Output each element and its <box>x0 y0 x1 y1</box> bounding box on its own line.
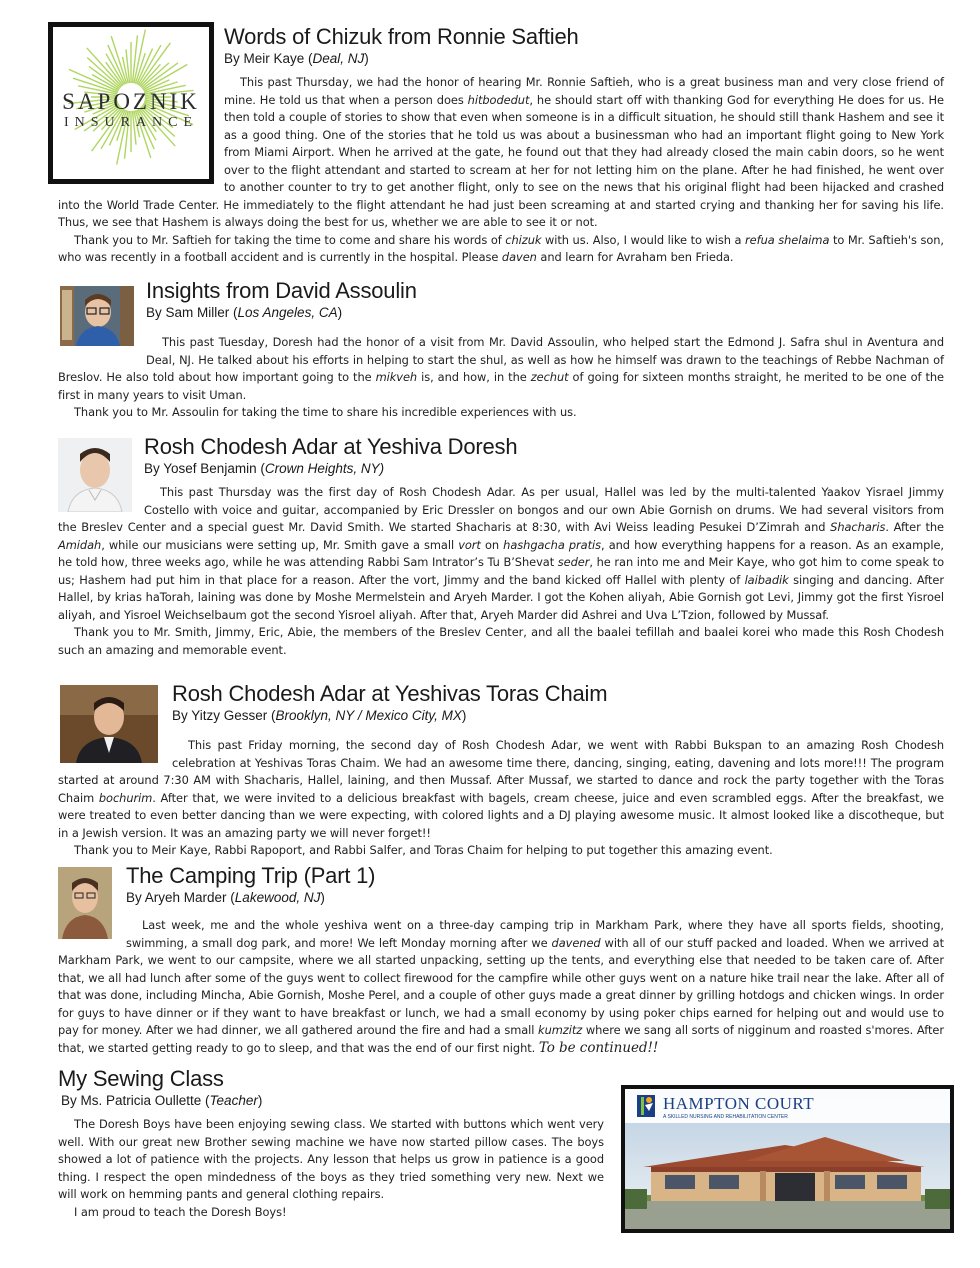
italic-term: laibadik <box>744 572 789 587</box>
hampton-court-graphic <box>625 1089 950 1229</box>
article-byline: By Meir Kaye (Deal, NJ) <box>224 51 369 66</box>
italic-term: vort <box>458 537 481 552</box>
article-title: Words of Chizuk from Ronnie Saftieh <box>224 24 579 49</box>
text-run: is, and how, in the <box>417 370 531 384</box>
article-assoulin <box>58 278 944 422</box>
text-run: of going for sixteen months straight, he merited to be one of the first in many years to visit Uman. <box>58 370 944 402</box>
text-run: , while our musicians were setting up, Mr. Smith gave a small <box>101 537 459 552</box>
yosef-benjamin-photo <box>58 438 132 512</box>
article-closing-paragraph <box>58 232 944 267</box>
text-run: , and how everything happens for a reason. As an example, he told how, three weeks ago, while he was attending Rabbi Sam Intrator’s Tu B’Shevat <box>58 537 944 569</box>
text-run: This past Thursday, we had the honor of hearing Mr. Ronnie Saftieh, who is a great business man and very close friend of mine. He told us that when a person does <box>224 75 944 107</box>
article-title: My Sewing Class <box>58 1066 224 1091</box>
article-byline: By Aryeh Marder (Lakewood, NJ) <box>126 890 325 905</box>
article-sewing-class <box>58 1066 604 1221</box>
article-body <box>58 1116 604 1221</box>
italic-term: kumzitz <box>538 1023 583 1037</box>
sunburst-ray <box>69 69 118 91</box>
italic-term: seder <box>557 555 590 569</box>
text-run: to Mr. Saftieh's son, who was recently in a football accident and is currently in the hospital. Please <box>58 232 945 264</box>
article-closing-paragraph <box>58 404 944 422</box>
article-title: Rosh Chodesh Adar at Yeshivas Toras Chaim <box>172 681 608 706</box>
text-run: Last week, me and the whole yeshiva went on a three-day camping trip in Markham Park, where they have all sports fields, shooting, swimming, a small dog park, and more! We left Monday morning after we <box>126 918 944 950</box>
article-paragraph <box>58 1116 604 1204</box>
italic-term: To be continued!! <box>538 1039 659 1056</box>
italic-term: Shacharis <box>830 520 886 534</box>
article-yeshiva-doresh <box>58 434 944 659</box>
article-body <box>58 737 944 860</box>
text-run: . After the <box>885 520 945 534</box>
article-camping-trip <box>58 863 944 1057</box>
italic-term: bochurim <box>98 790 153 805</box>
text-run: singing and dancing. After Hallel, by krias haTorah, laining was done by Moshe Mermelstein and Aryeh Marder. I got the Kohen aliyah, Abie Gornish got Levi, Jimmy got the first Yisroel aliyah, and Yisroel Weichselbaum got the second Yisroel aliyah. After that, Aryeh Marder did Ashrei and Uva L’Tzion, followed by Mussaf. <box>58 572 944 622</box>
text-run: This past Thursday was the first day of Rosh Chodesh Adar. As per usual, Hallel was led by the multi-talented Yaakov Yisrael Jimmy Costello with voice and guitar, accompanied by Eric Dressler on bongos and our own Abie Gornish on drums. We had several visitors from the Breslev Center and a special guest Mr. David Smith. We started Shacharis at 8:30, with Avi Weiss leading Pesukei D’Zimrah and <box>58 485 944 534</box>
article-paragraph <box>58 484 944 624</box>
text-run: where we sang all sorts of nigginum and roasted s'mores. After that, we started getting ready to go to sleep, and that was the end of our first night. <box>58 1023 944 1055</box>
text-run: with us. Also, I would like to wish a <box>541 232 746 247</box>
italic-term: zechut <box>530 370 569 384</box>
article-body <box>58 484 944 659</box>
text-run: Thank you to Mr. Assoulin for taking the time to share his incredible experiences with us. <box>74 405 577 419</box>
article-byline: By Yosef Benjamin (Crown Heights, NY) <box>144 461 385 476</box>
italic-term: davened <box>551 935 601 950</box>
sunburst-ray <box>141 63 168 88</box>
text-run: . After that, we were invited to a delicious breakfast with bagels, cream cheese, juice and even scrambled eggs. After the breakfast, we were treated to even better dancing than we were expecting, with colored lights and a DJ playing awesome music. It almost looked like a discotheque, but in a Jewish version. It was an amazing party we will never forget!! <box>58 790 945 840</box>
article-title: The Camping Trip (Part 1) <box>126 863 376 888</box>
article-byline: By Yitzy Gesser (Brooklyn, NY / Mexico City, MX) <box>172 708 467 723</box>
italic-term: hashgacha pratis <box>503 537 602 552</box>
article-paragraph <box>58 917 944 1057</box>
yitzy-gesser-photo <box>60 685 158 763</box>
text-run: This past Friday morning, the second day of Rosh Chodesh Adar, we went with Rabbi Bukspan to an amazing Rosh Chodesh celebration at Yeshivas Toras Chaim. We had an awesome time there, dancing, singing, eating, davening and lots more!!! The program started at around 7:30 AM with Shacharis, Hallel, laining, and then Mussaf. After Mussaf, we started to dance and rock the party together with the Toras Chaim <box>58 738 944 805</box>
sapoznik-insurance-logo <box>48 22 214 184</box>
article-chizuk <box>58 24 944 267</box>
italic-term: Amidah <box>58 537 102 552</box>
article-closing-paragraph <box>58 624 944 659</box>
article-body <box>58 334 944 422</box>
hampton-logo-icon <box>637 1095 655 1117</box>
hampton-name: HAMPTON COURT <box>663 1094 815 1113</box>
text-run: with all of our stuff packed and loaded. When we arrived at Markham Park, we went to our campsite, where we all started unpacking, setting up the tents, and everything else that needed to be taken care of. After that, we all had lunch after some of the guys went to collect firewood for the campfire while other guys went on a nature hike trail near the lake. After all of that was done, including Mincha, Abie Gornish, Moshe Perel, and a couple of other guys made a great dinner by grilling hotdogs and chicken wings. In order for guys to have dinner or if they want to have breakfast or lunch, we had a small economy by using poker chips earned for helping out and would use to pay for money. After we had dinner, we all gathered around the fire and had a small <box>58 935 944 1037</box>
article-closing-paragraph <box>58 1204 604 1222</box>
article-toras-chaim <box>58 681 944 860</box>
text-run: Thank you to Mr. Saftieh for taking the time to come and share his words of <box>74 232 506 247</box>
aryeh-marder-photo <box>58 867 112 939</box>
italic-term: daven <box>501 250 537 264</box>
text-run: , he should start off with thanking God for everything He does for us. He then told a couple of stories to show that even when someone is in a difficult situation, he should still thank Hashem and see it as a good thing. One of the stories that he told us was about a businessman who had an important flight going to New York from Miami Airport. When he arrived at the gate, he found out that they had already closed the main cabin doors, so he went over to the flight attendant and started to scream at her for not letting him on the plane. After he had finished, he went over to another counter to try to get another flight, only to see on the news that his original flight had been hijacked and crashed into the World Trade Center. He immediately to the flight attendant he had just been screaming at and started crying and thanking her for saving his life. Thus, we see that Hashem is always doing the best for us, whether we are able to see it or not. <box>58 92 944 229</box>
text-run: , he ran into me and Meir Kaye, who got him to come speak to us; Hashem had put him in that place for a reason. After the vort, Jimmy and the band kicked off Hallel with plenty of <box>58 555 945 587</box>
article-body <box>58 917 944 1057</box>
text-run: Thank you to Meir Kaye, Rabbi Rapoport, and Rabbi Salfer, and Toras Chaim for helping to put together this amazing event. <box>74 843 773 857</box>
article-closing-paragraph <box>58 842 944 860</box>
text-run: The Doresh Boys have been enjoying sewing class. We started with buttons which went very well. With our great new Brother sewing machine we have now started pillow cases. The boys showed a lot of patience with the projects. Any lesson that helps us grow in patience is a good thing. I respect the open mindedness of the boys as they tried something very new. Next we will work on hemming pants and general clothing repairs. <box>58 1117 604 1201</box>
article-byline: By Ms. Patricia Oullette (Teacher) <box>61 1093 263 1108</box>
article-title: Insights from David Assoulin <box>146 278 417 303</box>
hampton-court-ad <box>621 1085 954 1233</box>
italic-term: refua shelaima <box>745 232 830 247</box>
article-paragraph <box>58 334 944 404</box>
text-run: This past Tuesday, Doresh had the honor of a visit from Mr. David Assoulin, who helped start the Edmond J. Safra shul in Aventura and Deal, NJ. He talked about his efforts in helping to start the shul, as well as how he himself was drawn to the teachings of Rebbe Nachman of Breslov. He also told about how important going to the <box>58 335 944 384</box>
text-run: on <box>480 537 504 552</box>
italic-term: chizuk <box>505 232 542 247</box>
italic-term: mikveh <box>375 370 418 384</box>
article-paragraph <box>58 737 944 842</box>
hampton-tagline: A SKILLED NURSING AND REHABILITATION CENTER <box>663 1114 788 1120</box>
text-run: and learn for Avraham ben Frieda. <box>536 250 734 264</box>
david-assoulin-photo <box>60 286 134 346</box>
logo-text-insurance: INSURANCE <box>63 115 199 130</box>
text-run: I am proud to teach the Doresh Boys! <box>74 1204 287 1219</box>
italic-term: hitbodedut <box>467 92 530 107</box>
article-title: Rosh Chodesh Adar at Yeshiva Doresh <box>144 434 518 459</box>
article-byline: By Sam Miller (Los Angeles, CA) <box>146 305 343 320</box>
text-run: Thank you to Mr. Smith, Jimmy, Eric, Abie, the members of the Breslev Center, and all the baalei tefillah and baalei korei who made this Rosh Chodesh such an amazing and memorable event. <box>58 625 944 657</box>
logo-text-sapoznik: SAPOZNIK <box>62 89 200 114</box>
